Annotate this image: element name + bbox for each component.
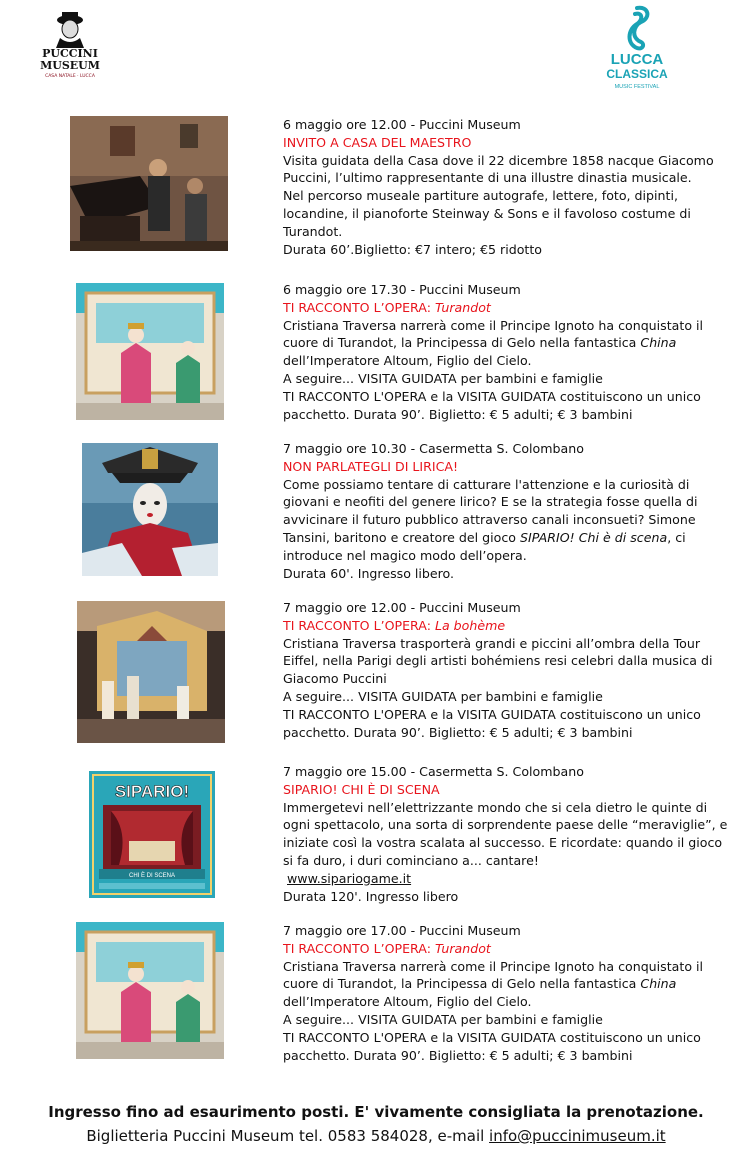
- puccini-museum-logo: [32, 8, 108, 82]
- logo-left-line3: CASA NATALE · LUCCA: [45, 74, 95, 79]
- sipario-game-poster: [89, 771, 215, 898]
- event-line: TI RACCONTO L'OPERA e la VISITA GUIDATA costituiscono un unico: [283, 706, 701, 722]
- event-line: pacchetto. Durata 90’. Biglietto: € 5 adulti; € 3 bambini: [283, 1047, 633, 1063]
- logo-left-line2: MUSEUM: [40, 59, 100, 72]
- event-line-row: [283, 529, 743, 547]
- event-title: TI RACCONTO L’OPERA:: [283, 617, 435, 633]
- event-line: Come possiamo tentare di catturare l'attenzione e la curiosità di: [283, 476, 690, 492]
- event-line-row: [283, 334, 743, 352]
- event-line: iniziate così la vostra scalata al successo. E ricordate: quando il gioco: [283, 835, 723, 851]
- event-line: introduce nel magico modo dell’opera.: [283, 547, 527, 563]
- contact-line: [0, 1127, 752, 1145]
- logo-right-line3: MUSIC FESTIVAL: [614, 84, 660, 90]
- event-line: A seguire... VISITA GUIDATA per bambini e famiglie: [283, 688, 603, 704]
- event-line: Durata 60'. Ingresso libero.: [283, 565, 455, 581]
- logo-right-line1: LUCCA: [610, 51, 664, 68]
- event-line: Immergetevi nell’elettrizzante mondo che si cela dietro le quinte di: [283, 799, 708, 815]
- event-line: giovani e neofiti del genere lirico? E se la strategia fosse quella di: [283, 494, 698, 510]
- event-italic-word: China: [640, 335, 677, 351]
- turandot-illustration: [82, 443, 218, 576]
- event-when: 7 maggio ore 12.00 - Puccini Museum: [283, 600, 521, 615]
- event-italic-word: China: [640, 976, 677, 992]
- event-line: Durata 120'. Ingresso libero: [283, 888, 459, 904]
- email-link[interactable]: info@puccinimuseum.it: [489, 1127, 666, 1145]
- event-title-opera: Turandot: [434, 299, 491, 315]
- event-3: [283, 440, 743, 582]
- event-line: Visita guidata della Casa dove il 22 dicembre 1858 nacque Giacomo: [283, 152, 714, 168]
- turandot-puppets-photo-2: [76, 922, 224, 1059]
- event-line: A seguire... VISITA GUIDATA per bambini e famiglie: [283, 370, 603, 386]
- event-title: INVITO A CASA DEL MAESTRO: [283, 134, 472, 150]
- event-line: TI RACCONTO L'OPERA e la VISITA GUIDATA costituiscono un unico: [283, 388, 701, 404]
- event-when: 7 maggio ore 10.30 - Casermetta S. Colombano: [283, 441, 584, 456]
- treble-clef-icon: [630, 8, 648, 49]
- event-title: TI RACCONTO L’OPERA:: [283, 940, 435, 956]
- event-title-row: [283, 299, 743, 317]
- piano-room-photo: [70, 116, 228, 251]
- event-line: locandine, il pianoforte Steinway & Sons e il favoloso costume di: [283, 205, 691, 221]
- event-5: [283, 763, 743, 905]
- event-line: Cristiana Traversa trasporterà grandi e piccini all’ombra della Tour: [283, 635, 701, 651]
- event-when: 7 maggio ore 17.00 - Puccini Museum: [283, 923, 521, 938]
- turandot-puppets-photo: [76, 283, 224, 420]
- event-line: dell’Imperatore Altoum, Figlio del Cielo.: [283, 994, 532, 1010]
- event-title-row: [283, 617, 743, 635]
- booking-notice: Ingresso fino ad esaurimento posti. E' vivamente consigliata la prenotazione.: [48, 1103, 704, 1121]
- event-line: Tansini, baritono e creatore del gioco: [283, 529, 516, 545]
- event-line: Cristiana Traversa narrerà come il Principe Ignoto ha conquistato il: [283, 958, 704, 974]
- event-line: cuore di Turandot, la Principessa di Gelo nella fantastica: [283, 976, 637, 992]
- poster-title: SIPARIO!: [114, 782, 190, 801]
- event-title: SIPARIO! CHI È DI SCENA: [283, 781, 440, 797]
- event-line-tail: , ci: [667, 529, 686, 545]
- event-line: Puccini, l’ultimo rappresentante di una illustre dinastia musicale.: [283, 170, 692, 186]
- event-line: dell’Imperatore Altoum, Figlio del Cielo.: [283, 353, 532, 369]
- lucca-classica-logo: [597, 4, 677, 96]
- event-line-row: [283, 975, 743, 993]
- event-line: Turandot.: [283, 223, 343, 239]
- event-line: pacchetto. Durata 90’. Biglietto: € 5 adulti; € 3 bambini: [283, 406, 633, 422]
- event-line: Durata 60’.Biglietto: €7 intero; €5 ridotto: [283, 241, 543, 257]
- event-line: avvicinare il futuro pubblico attraverso canali inconsueti? Simone: [283, 512, 696, 528]
- event-line: Giacomo Puccini: [283, 671, 387, 687]
- event-title-opera: Turandot: [434, 940, 491, 956]
- event-line: Eiffel, nella Parigi degli artisti bohémiens resi celebri dalla musica di: [283, 653, 713, 669]
- sipario-website-link[interactable]: www.sipariogame.it: [287, 870, 412, 886]
- boheme-puppets-photo: [77, 601, 225, 743]
- logo-left-line1: PUCCINI: [42, 47, 98, 60]
- event-line: A seguire... VISITA GUIDATA per bambini e famiglie: [283, 1011, 603, 1027]
- event-when: 7 maggio ore 15.00 - Casermetta S. Colombano: [283, 764, 584, 779]
- event-line: cuore di Turandot, la Principessa di Gelo nella fantastica: [283, 335, 637, 351]
- event-italic-word: SIPARIO! Chi è di scena: [520, 529, 668, 545]
- event-line: si fa duro, i duri cominciano a... cantare!: [283, 852, 539, 868]
- event-1: [283, 116, 743, 258]
- event-line: ogni spettacolo, una sorta di sorprendente paese delle “meraviglie”, e: [283, 817, 728, 833]
- event-title-row: [283, 940, 743, 958]
- event-when: 6 maggio ore 12.00 - Puccini Museum: [283, 117, 521, 132]
- event-when: 6 maggio ore 17.30 - Puccini Museum: [283, 282, 521, 297]
- event-4: [283, 599, 743, 741]
- contact-text: Biglietteria Puccini Museum tel. 0583 584028, e-mail: [86, 1127, 490, 1145]
- event-line: TI RACCONTO L'OPERA e la VISITA GUIDATA costituiscono un unico: [283, 1029, 701, 1045]
- event-line: Cristiana Traversa narrerà come il Principe Ignoto ha conquistato il: [283, 317, 704, 333]
- event-title: TI RACCONTO L’OPERA:: [283, 299, 435, 315]
- event-2: [283, 281, 743, 423]
- event-title: NON PARLATEGLI DI LIRICA!: [283, 458, 459, 474]
- event-line: Nel percorso museale partiture autografe, lettere, foto, dipinti,: [283, 188, 678, 204]
- event-title-opera: La bohème: [434, 617, 506, 633]
- poster-subtitle: CHI È DI SCENA: [128, 873, 176, 879]
- event-line: pacchetto. Durata 90’. Biglietto: € 5 adulti; € 3 bambini: [283, 724, 633, 740]
- logo-right-line2: CLASSICA: [606, 67, 668, 81]
- event-6: [283, 922, 743, 1064]
